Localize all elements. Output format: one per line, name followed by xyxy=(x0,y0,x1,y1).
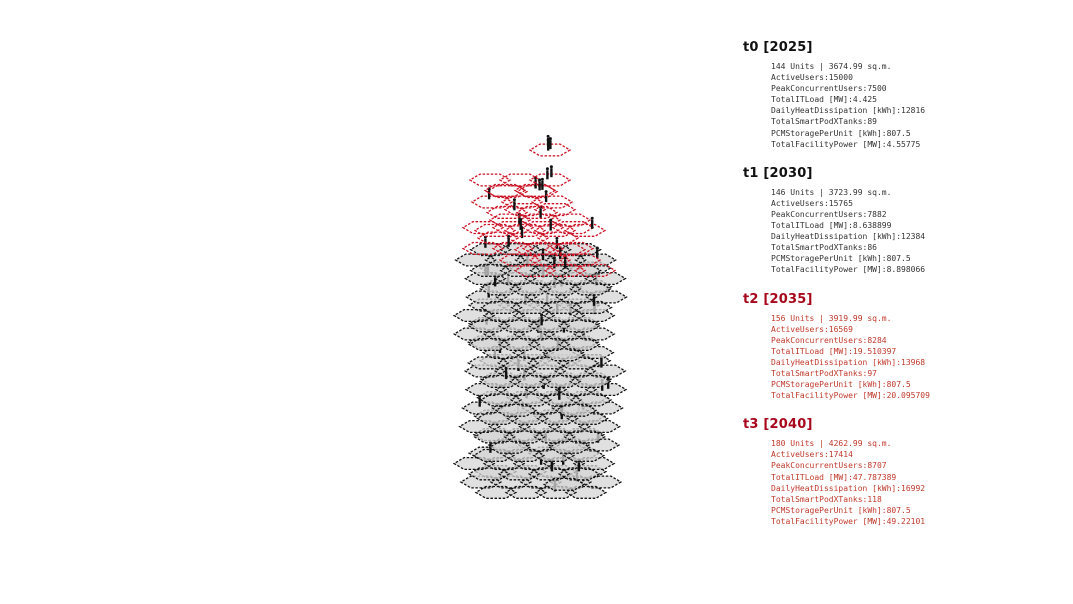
person-head-icon xyxy=(547,135,550,138)
red-floor-level xyxy=(530,135,570,156)
person-icon xyxy=(520,221,522,230)
person-icon xyxy=(550,222,552,231)
stat-line: TotalITLoad [MW]:19.510397 xyxy=(771,346,897,356)
stat-line: ActiveUsers:15765 xyxy=(771,198,853,208)
stat-line: TotalITLoad [MW]:47.787389 xyxy=(771,472,897,482)
person-icon xyxy=(538,181,540,190)
stat-line: DailyHeatDissipation [kWh]:12816 xyxy=(771,106,926,116)
stacked-floor-plates-diagram xyxy=(390,120,680,540)
stat-line: PeakConcurrentUsers:7500 xyxy=(771,84,887,94)
person-icon xyxy=(558,391,560,400)
person-icon xyxy=(546,170,548,179)
person-head-icon xyxy=(564,257,567,260)
stat-line: TotalSmartPodXTanks:89 xyxy=(771,117,877,127)
phase-block-2 xyxy=(743,292,1063,402)
stat-line: PeakConcurrentUsers:7882 xyxy=(771,209,887,219)
person-icon xyxy=(494,277,496,286)
stat-line: TotalSmartPodXTanks:118 xyxy=(771,494,882,504)
person-head-icon xyxy=(558,388,561,391)
stat-line: 180 Units | 4262.99 sq.m. xyxy=(771,439,892,449)
person-icon xyxy=(550,168,552,177)
person-head-icon xyxy=(519,218,522,221)
phase-title: t1 [2030] xyxy=(743,165,813,181)
stat-line: DailyHeatDissipation [kWh]:16992 xyxy=(771,483,926,493)
person-icon xyxy=(593,297,595,306)
phase-stats-panel xyxy=(743,40,1063,527)
stat-line: TotalITLoad [MW]:8.638899 xyxy=(771,221,892,231)
person-head-icon xyxy=(549,219,552,222)
stat-line: TotalSmartPodXTanks:86 xyxy=(771,243,877,253)
phase-stats xyxy=(771,61,1063,150)
stat-line: ActiveUsers:16569 xyxy=(771,324,853,334)
stat-line: ActiveUsers:17414 xyxy=(771,450,853,460)
phase-title: t2 [2035] xyxy=(743,291,813,307)
stat-line: DailyHeatDissipation [kWh]:12384 xyxy=(771,232,926,242)
person-head-icon xyxy=(538,178,541,181)
stat-line: 144 Units | 3674.99 sq.m. xyxy=(771,62,892,71)
phase-block-1 xyxy=(743,166,1063,276)
person-icon xyxy=(591,220,593,229)
person-head-icon xyxy=(541,178,544,181)
phase-title: t0 [2025] xyxy=(743,40,813,55)
phase-block-3 xyxy=(743,417,1063,527)
person-head-icon xyxy=(549,137,552,140)
phase-title: t3 [2040] xyxy=(743,417,813,433)
phase-stats xyxy=(771,438,1063,527)
stat-line: PCMStoragePerUnit [kWh]:807.5 xyxy=(771,128,911,138)
person-icon xyxy=(551,462,553,471)
stat-line: TotalFacilityPower [MW]:8.898066 xyxy=(771,265,926,275)
person-icon xyxy=(549,140,551,149)
stat-line: TotalFacilityPower [MW]:20.095709 xyxy=(771,391,930,401)
phase-stats xyxy=(771,313,1063,402)
person-icon xyxy=(547,138,549,147)
stat-line: PCMStoragePerUnit [kWh]:807.5 xyxy=(771,254,911,264)
person-head-icon xyxy=(596,247,599,250)
person-icon xyxy=(600,359,602,368)
phase-block-0 xyxy=(743,40,1063,150)
person-icon xyxy=(596,250,598,259)
person-icon xyxy=(513,201,515,210)
person-icon xyxy=(564,260,566,269)
stat-line: PCMStoragePerUnit [kWh]:807.5 xyxy=(771,505,911,515)
person-icon xyxy=(507,238,509,247)
person-icon xyxy=(541,181,543,190)
person-icon xyxy=(578,462,580,471)
stat-line: TotalFacilityPower [MW]:4.55775 xyxy=(771,139,921,149)
stat-line: TotalITLoad [MW]:4.425 xyxy=(771,95,877,105)
phase-stats xyxy=(771,187,1063,276)
person-head-icon xyxy=(513,198,516,201)
stat-line: TotalSmartPodXTanks:97 xyxy=(771,368,877,378)
stat-line: PeakConcurrentUsers:8284 xyxy=(771,335,887,345)
person-icon xyxy=(540,316,542,325)
stat-line: 156 Units | 3919.99 sq.m. xyxy=(771,313,892,323)
stat-line: TotalFacilityPower [MW]:49.22101 xyxy=(771,516,926,526)
person-icon xyxy=(505,370,507,379)
stat-line: PCMStoragePerUnit [kWh]:807.5 xyxy=(771,380,911,390)
stat-line: PeakConcurrentUsers:8707 xyxy=(771,461,887,471)
person-head-icon xyxy=(550,165,553,168)
person-icon xyxy=(479,398,481,407)
stat-line: DailyHeatDissipation [kWh]:13968 xyxy=(771,357,926,367)
stat-line: 146 Units | 3723.99 sq.m. xyxy=(771,187,892,197)
stat-line: ActiveUsers:15000 xyxy=(771,73,853,83)
person-head-icon xyxy=(546,167,549,170)
person-head-icon xyxy=(591,217,594,220)
